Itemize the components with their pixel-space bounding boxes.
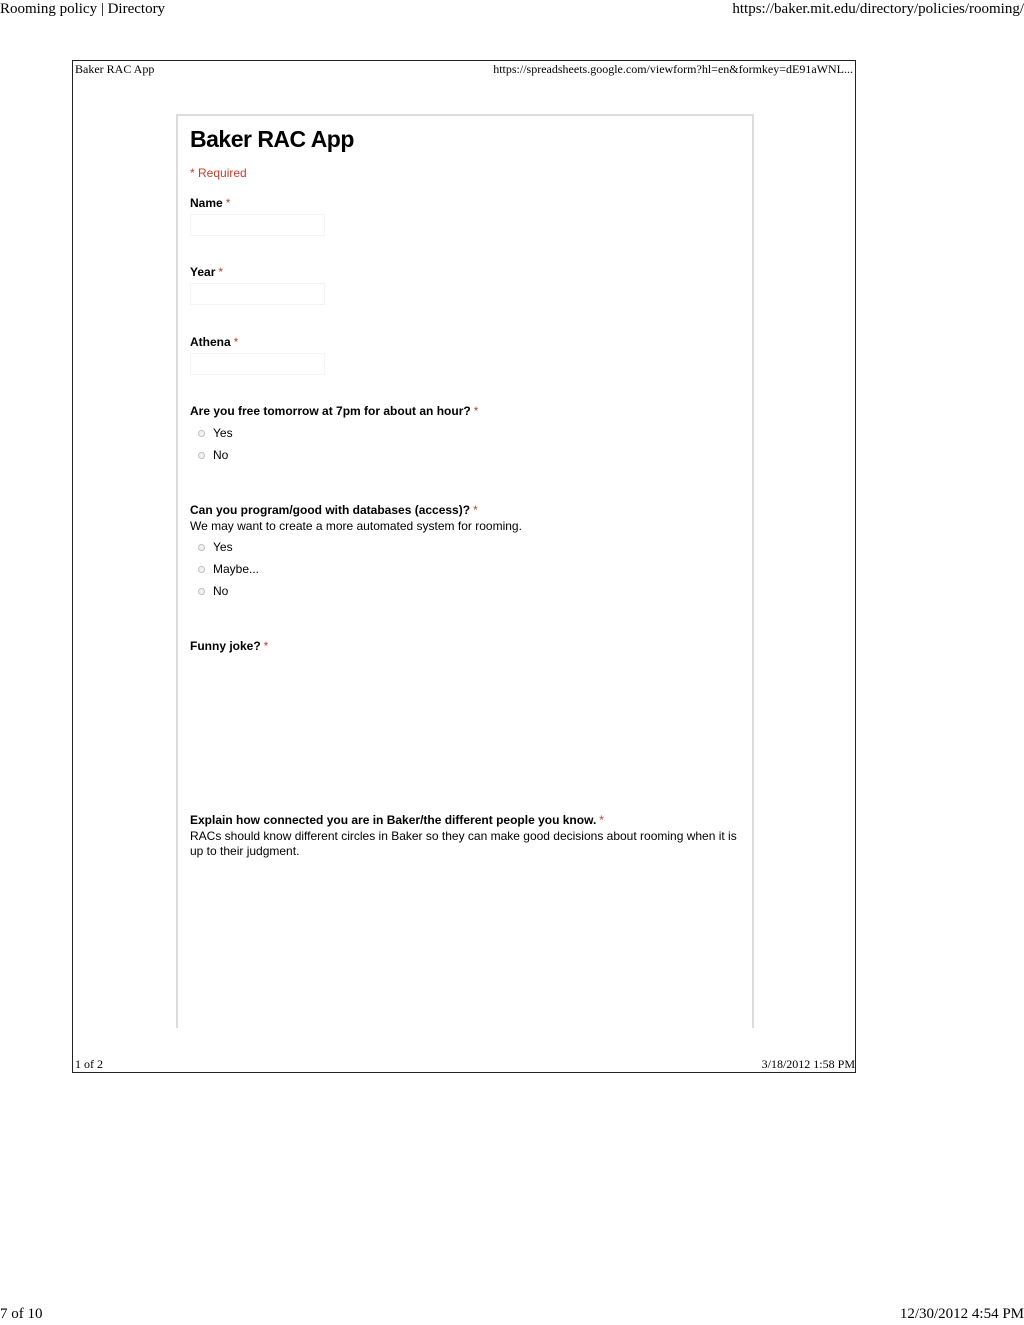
required-note: * Required: [190, 166, 247, 180]
question-year-label: [190, 265, 223, 279]
radio-button-icon[interactable]: [198, 566, 205, 573]
year-input[interactable]: [190, 283, 325, 305]
embedded-form-snapshot: [72, 60, 856, 1073]
radio-button-icon[interactable]: [198, 588, 205, 595]
question-label-text: Funny joke?: [190, 639, 261, 653]
required-star: *: [263, 639, 269, 653]
radio-option-label: No: [213, 584, 229, 598]
question-databases-help: We may want to create a more automated system for rooming.: [190, 519, 522, 533]
question-label-text: Can you program/good with databases (access)?: [190, 503, 471, 517]
question-connected-help: RACs should know different circles in Baker so they can make good decisions about rooming when it is up to their judgment.: [190, 829, 737, 858]
required-star: *: [473, 404, 479, 418]
required-star: *: [218, 265, 224, 279]
question-name-label: [190, 196, 230, 210]
required-star: *: [599, 813, 604, 827]
snapshot-date: 3/18/2012 1:58 PM: [761, 1057, 855, 1071]
radio-button-icon[interactable]: [198, 452, 205, 459]
print-header-title: Rooming policy | Directory: [0, 1, 166, 17]
question-label-text: Explain how connected you are in Baker/the different people you know.: [190, 813, 597, 827]
form-card: [176, 114, 754, 1028]
question-connected-label: [190, 813, 604, 827]
joke-textarea[interactable]: [190, 658, 730, 798]
radio-option-free-no[interactable]: [198, 448, 228, 462]
question-label-text: Are you free tomorrow at 7pm for about an hour?: [190, 404, 471, 418]
snapshot-page-number: 1 of 2: [75, 1057, 103, 1071]
print-date: 12/30/2012 4:54 PM: [899, 1306, 1024, 1322]
question-label-text: Name: [190, 196, 223, 210]
snapshot-url: https://spreadsheets.google.com/viewform?hl=en&formkey=dE91aWNL...: [493, 62, 853, 76]
radio-option-databases-maybe[interactable]: [198, 562, 259, 576]
radio-button-icon[interactable]: [198, 430, 205, 437]
required-star: *: [233, 335, 239, 349]
radio-option-free-yes[interactable]: [198, 426, 233, 440]
radio-button-icon[interactable]: [198, 544, 205, 551]
print-header-url: https://baker.mit.edu/directory/policies/rooming/: [732, 1, 1024, 17]
question-databases-label: [190, 503, 478, 517]
question-free-tomorrow-label: [190, 404, 478, 418]
snapshot-title: Baker RAC App: [75, 62, 155, 76]
radio-option-label: Maybe...: [213, 562, 260, 576]
radio-option-label: Yes: [213, 540, 233, 554]
question-athena-label: [190, 335, 238, 349]
question-label-text: Year: [190, 265, 216, 279]
question-joke-label: [190, 639, 268, 653]
radio-option-label: Yes: [213, 426, 233, 440]
required-star: *: [473, 503, 478, 517]
connected-textarea[interactable]: [190, 866, 730, 1026]
radio-option-label: No: [213, 448, 229, 462]
radio-option-databases-yes[interactable]: [198, 540, 233, 554]
question-label-text: Athena: [190, 335, 231, 349]
athena-input[interactable]: [190, 353, 325, 375]
radio-option-databases-no[interactable]: [198, 584, 228, 598]
name-input[interactable]: [190, 214, 325, 236]
print-page-number: 7 of 10: [0, 1306, 43, 1322]
required-star: *: [225, 196, 231, 210]
form-title: Baker RAC App: [190, 126, 354, 152]
